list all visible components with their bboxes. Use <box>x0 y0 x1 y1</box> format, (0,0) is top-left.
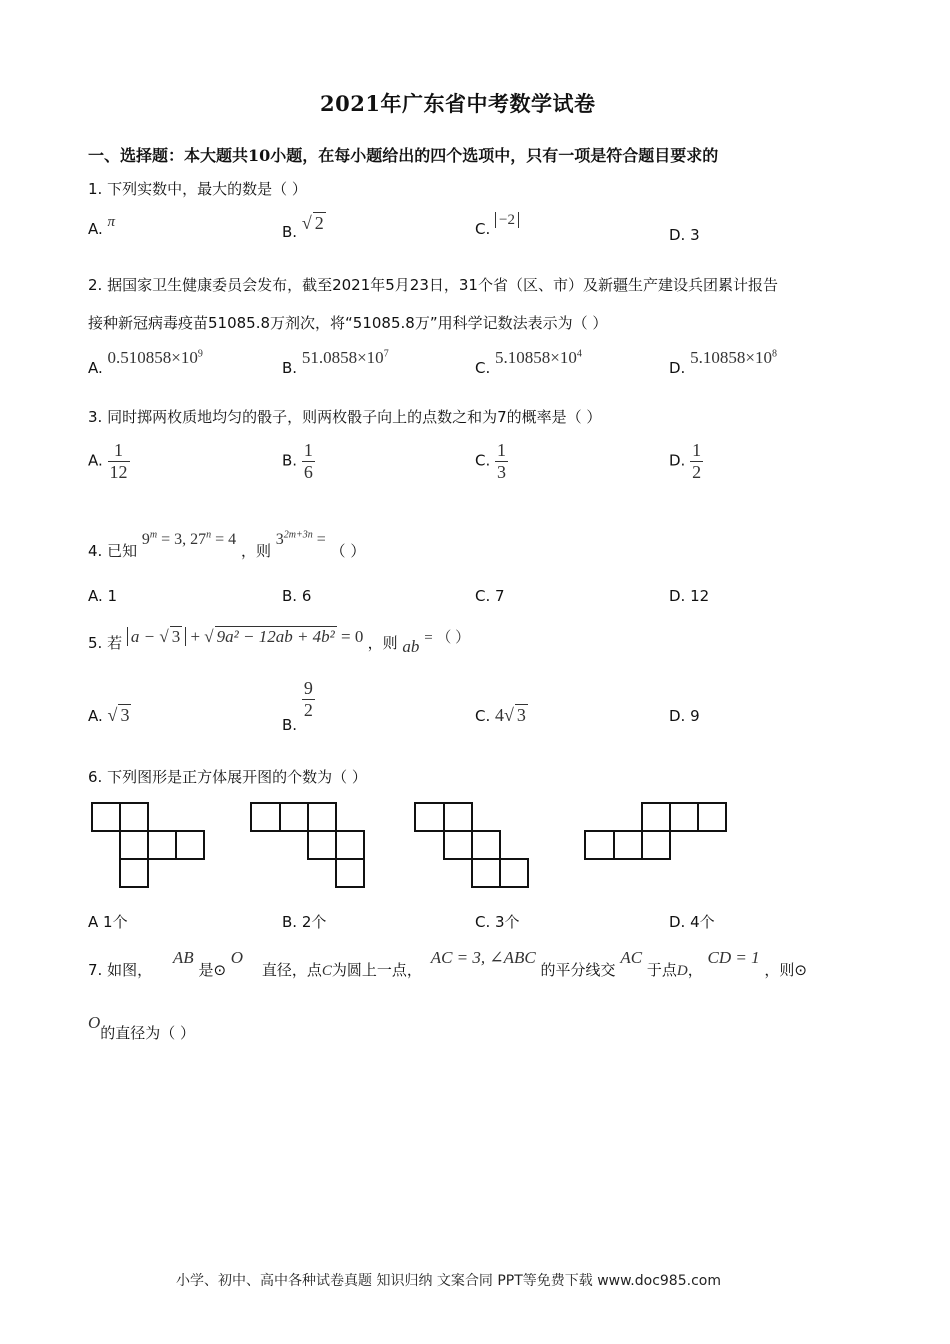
page-footer: 小学、初中、高中各种试卷真题 知识归纳 文案合同 PPT等免费下载 www.doc985.com <box>176 1273 721 1289</box>
page-title: 2021年广东省中考数学试卷 <box>320 91 596 116</box>
question-3-stem: 3. 同时掷两枚质地均匀的骰子，则两枚骰子向上的点数之和为7的概率是（ ） <box>88 408 602 426</box>
cube-net-figure-4 <box>582 800 732 862</box>
q3-option-a: A. $\frac{1}{12}$ <box>88 440 128 482</box>
q6-option-c: C. 3个 <box>475 913 520 931</box>
q1-option-d: D. 3 <box>669 226 700 244</box>
q5-option-c: C. 4√ 3 <box>475 705 526 725</box>
question-1-stem: 1. 下列实数中，最大的数是（ ） <box>88 180 307 198</box>
q3-option-c: C. $\frac{1}{3}$ <box>475 440 507 482</box>
q6-option-d: D. 4个 <box>669 913 715 931</box>
q5-option-d: D. 9 <box>669 707 700 725</box>
q3-option-b: B. $\frac{1}{6}$ <box>282 440 313 482</box>
q5-option-a: A. √ 3 <box>88 705 130 725</box>
q3-option-d: D. $\frac{1}{2}$ <box>669 440 702 482</box>
section-heading: 一、选择题：本大题共10小题，在每小题给出的四个选项中，只有一项是符合题目要求的 <box>88 146 719 165</box>
q4-option-b: B. 6 <box>282 587 312 605</box>
q2-option-a: A. $0.510858\times 10^9$ <box>88 348 203 377</box>
question-5-stem: 5. 若 a − √ 3 + √ 9a² − 12ab + 4b² = 0 ，则 ab = （ ） <box>88 627 471 656</box>
q2-option-b: B. $51.0858\times 10^7$ <box>282 348 389 377</box>
question-7-stem-line2: O的直径为（ ） <box>88 1013 196 1042</box>
cube-net-figure-1-ext <box>88 800 208 892</box>
question-6-stem: 6. 下列图形是正方体展开图的个数为（ ） <box>88 768 367 786</box>
q5-option-b: B. $\frac{9}{2}$ <box>282 678 313 734</box>
cube-net-figure-3 <box>412 800 537 892</box>
question-2-stem-line1: 2. 据国家卫生健康委员会发布，截至2021年5月23日，31个省（区、市）及新疆生产建设兵团累计报告 <box>88 276 778 294</box>
question-2-stem-line2: 接种新冠病毒疫苗51085.8万剂次，将“51085.8万”用科学记数法表示为（ ） <box>88 314 608 332</box>
q6-option-b: B. 2个 <box>282 913 327 931</box>
q4-option-c: C. 7 <box>475 587 505 605</box>
q1-option-a: A. π <box>88 214 116 238</box>
question-4-stem: 4. 已知 $9^m = 3$, $27^n = 4$ ，则 $3^{2m+3n}$ = （ ） <box>88 529 366 560</box>
q4-option-d: D. 12 <box>669 587 710 605</box>
question-7-stem-line1: 7. 如图， AB 是⊙ O 直径，点C为圆上一点， AC = 3, ∠ABC 的平分线交 AC 于点D， CD = 1 ，则⊙ <box>88 948 807 979</box>
q6-option-a: A 1个 <box>88 913 128 931</box>
q2-option-c: C. $5.10858\times 10^4$ <box>475 348 582 377</box>
cube-net-figure-2 <box>248 800 373 892</box>
q1-option-b: B. √ 2 <box>282 213 324 241</box>
q2-option-d: D. $5.10858\times 10^8$ <box>669 348 777 377</box>
q1-option-c: C. −2 <box>475 220 519 239</box>
q4-option-a: A. 1 <box>88 587 118 605</box>
